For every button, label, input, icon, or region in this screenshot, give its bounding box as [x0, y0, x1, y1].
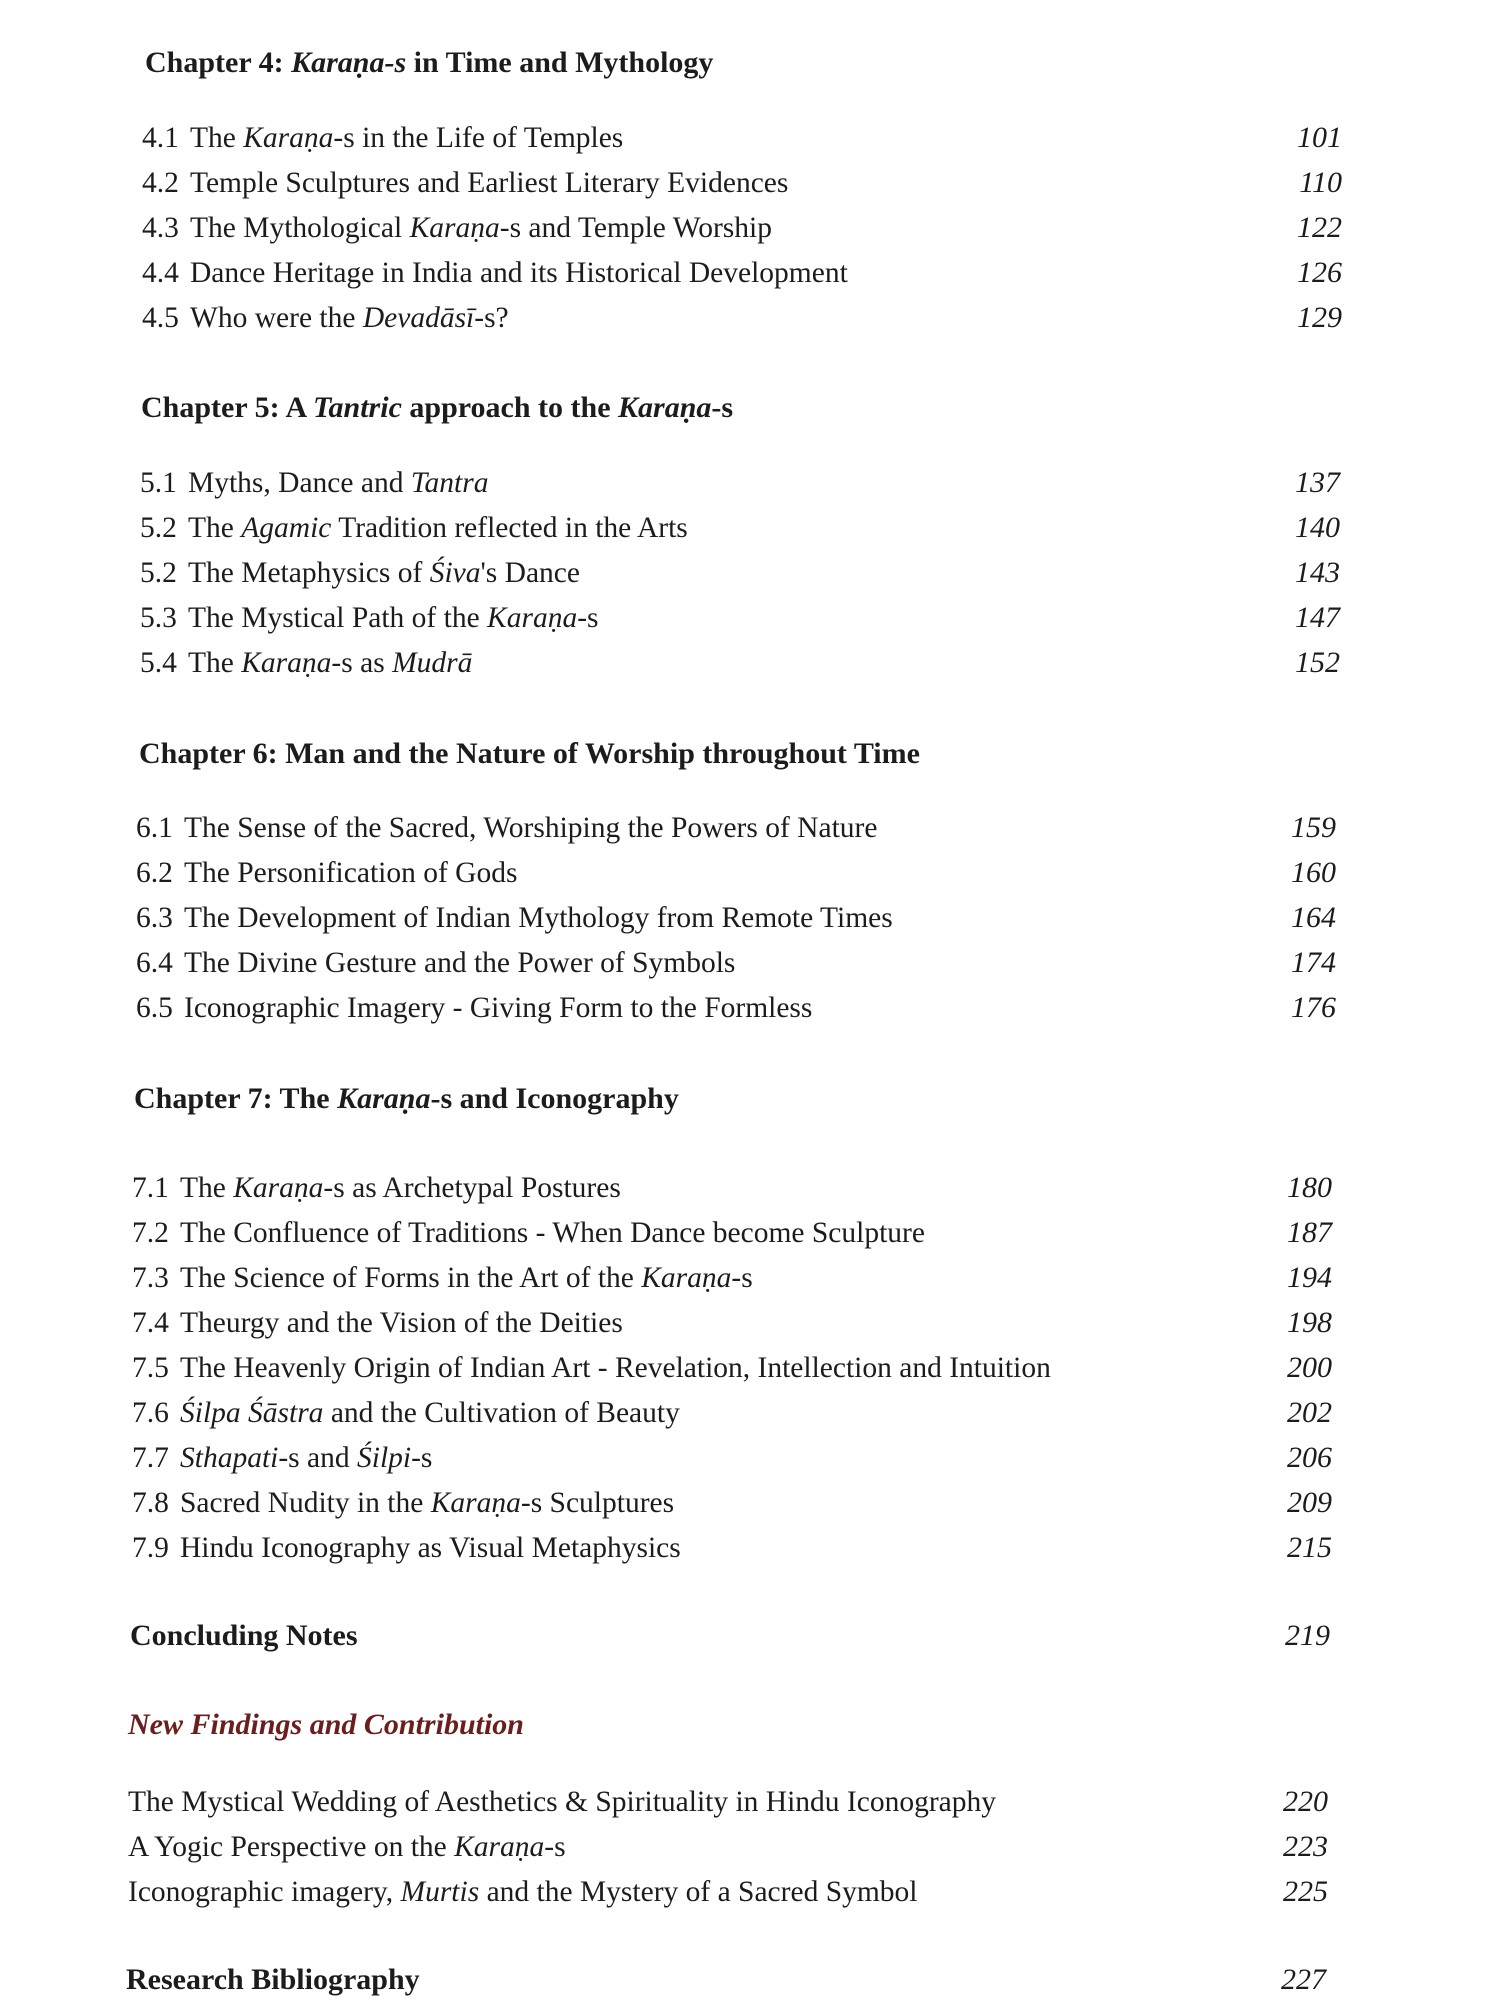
research-bibliography-entry[interactable] — [126, 1960, 1326, 2000]
concluding-notes-entry[interactable] — [130, 1616, 1330, 1656]
page-number: 194 — [1287, 1261, 1332, 1294]
page-number: 122 — [1297, 211, 1342, 244]
toc-entry[interactable]: A Yogic Perspective on the Karaṇa-s 223 — [128, 1827, 1328, 1867]
toc-entry[interactable]: 5.1 Myths, Dance and Tantra 137 — [140, 463, 1340, 503]
toc-entry[interactable]: 4.4 Dance Heritage in India and its Historical Development 126 — [142, 253, 1342, 293]
toc-entry[interactable]: 7.4 Theurgy and the Vision of the Deities 198 — [132, 1303, 1332, 1343]
toc-entry[interactable]: 7.1 The Karaṇa-s as Archetypal Postures 180 — [132, 1168, 1332, 1208]
chapter-7-heading: Chapter 7: The Karaṇa-s and Iconography — [134, 1082, 679, 1115]
page-number: 160 — [1291, 856, 1336, 889]
page-number: 101 — [1297, 121, 1342, 154]
concluding-notes-label: Concluding Notes — [130, 1619, 358, 1652]
page-number: 220 — [1283, 1785, 1328, 1818]
page-number: 143 — [1295, 556, 1340, 589]
page-number: 206 — [1287, 1441, 1332, 1474]
toc-entry[interactable]: 4.1 The Karaṇa-s in the Life of Temples 101 — [142, 118, 1342, 158]
toc-entry[interactable]: 7.8 Sacred Nudity in the Karaṇa-s Sculptures 209 — [132, 1483, 1332, 1523]
toc-entry[interactable]: 5.2 The Agamic Tradition reflected in the Arts 140 — [140, 508, 1340, 548]
page-number: 227 — [1281, 1963, 1326, 1996]
page-number: 152 — [1295, 646, 1340, 679]
toc-entry[interactable]: 4.3 The Mythological Karaṇa-s and Temple Worship 122 — [142, 208, 1342, 248]
page-number: 219 — [1285, 1619, 1330, 1652]
page-number: 174 — [1291, 946, 1336, 979]
toc-entry[interactable]: 6.4 The Divine Gesture and the Power of Symbols 174 — [136, 943, 1336, 983]
toc-entry[interactable]: 5.2 The Metaphysics of Śiva's Dance 143 — [140, 553, 1340, 593]
page-number: 140 — [1295, 511, 1340, 544]
page-number: 225 — [1283, 1875, 1328, 1908]
page-number: 126 — [1297, 256, 1342, 289]
page-number: 147 — [1295, 601, 1340, 634]
toc-entry[interactable]: 7.9 Hindu Iconography as Visual Metaphysics 215 — [132, 1528, 1332, 1568]
toc-entry[interactable]: 6.3 The Development of Indian Mythology from Remote Times 164 — [136, 898, 1336, 938]
page-number: 137 — [1295, 466, 1340, 499]
toc-entry[interactable]: 5.4 The Karaṇa-s as Mudrā 152 — [140, 643, 1340, 683]
toc-entry[interactable]: 4.5 Who were the Devadāsī-s? 129 — [142, 298, 1342, 338]
toc-entry[interactable]: 6.2 The Personification of Gods 160 — [136, 853, 1336, 893]
page-number: 200 — [1287, 1351, 1332, 1384]
page-number: 223 — [1283, 1830, 1328, 1863]
toc-entry[interactable]: 6.5 Iconographic Imagery - Giving Form to the Formless 176 — [136, 988, 1336, 1028]
chapter-6-heading: Chapter 6: Man and the Nature of Worship throughout Time — [139, 737, 920, 770]
page-number: 209 — [1287, 1486, 1332, 1519]
research-bibliography-label: Research Bibliography — [126, 1963, 420, 1996]
chapter-5-heading: Chapter 5: A Tantric approach to the Karaṇa-s — [141, 391, 734, 424]
new-findings-heading: New Findings and Contribution — [128, 1708, 524, 1741]
page-number: 202 — [1287, 1396, 1332, 1429]
page-number: 110 — [1299, 166, 1342, 199]
toc-entry[interactable]: 4.2 Temple Sculptures and Earliest Literary Evidences 110 — [142, 163, 1342, 203]
page-number: 180 — [1287, 1171, 1332, 1204]
toc-entry[interactable]: 5.3 The Mystical Path of the Karaṇa-s 147 — [140, 598, 1340, 638]
chapter-4-heading: Chapter 4: Karaṇa-s in Time and Mythology — [145, 46, 714, 79]
toc-entry[interactable]: 7.2 The Confluence of Traditions - When Dance become Sculpture 187 — [132, 1213, 1332, 1253]
page-number: 215 — [1287, 1531, 1332, 1564]
page-number: 164 — [1291, 901, 1336, 934]
toc-entry[interactable]: 7.5 The Heavenly Origin of Indian Art - Revelation, Intellection and Intuition 200 — [132, 1348, 1332, 1388]
page-number: 198 — [1287, 1306, 1332, 1339]
page-number: 187 — [1287, 1216, 1332, 1249]
toc-entry[interactable]: The Mystical Wedding of Aesthetics & Spirituality in Hindu Iconography 220 — [128, 1782, 1328, 1822]
page-number: 159 — [1291, 811, 1336, 844]
toc-entry[interactable]: 7.6 Śilpa Śāstra and the Cultivation of Beauty 202 — [132, 1393, 1332, 1433]
toc-entry[interactable]: 7.7 Sthapati-s and Śilpi-s 206 — [132, 1438, 1332, 1478]
page-number: 176 — [1291, 991, 1336, 1024]
toc-entry[interactable]: 6.1 The Sense of the Sacred, Worshiping the Powers of Nature 159 — [136, 808, 1336, 848]
page-number: 129 — [1297, 301, 1342, 334]
toc-entry[interactable]: 7.3 The Science of Forms in the Art of the Karaṇa-s 194 — [132, 1258, 1332, 1298]
toc-entry[interactable]: Iconographic imagery, Murtis and the Mystery of a Sacred Symbol 225 — [128, 1872, 1328, 1912]
